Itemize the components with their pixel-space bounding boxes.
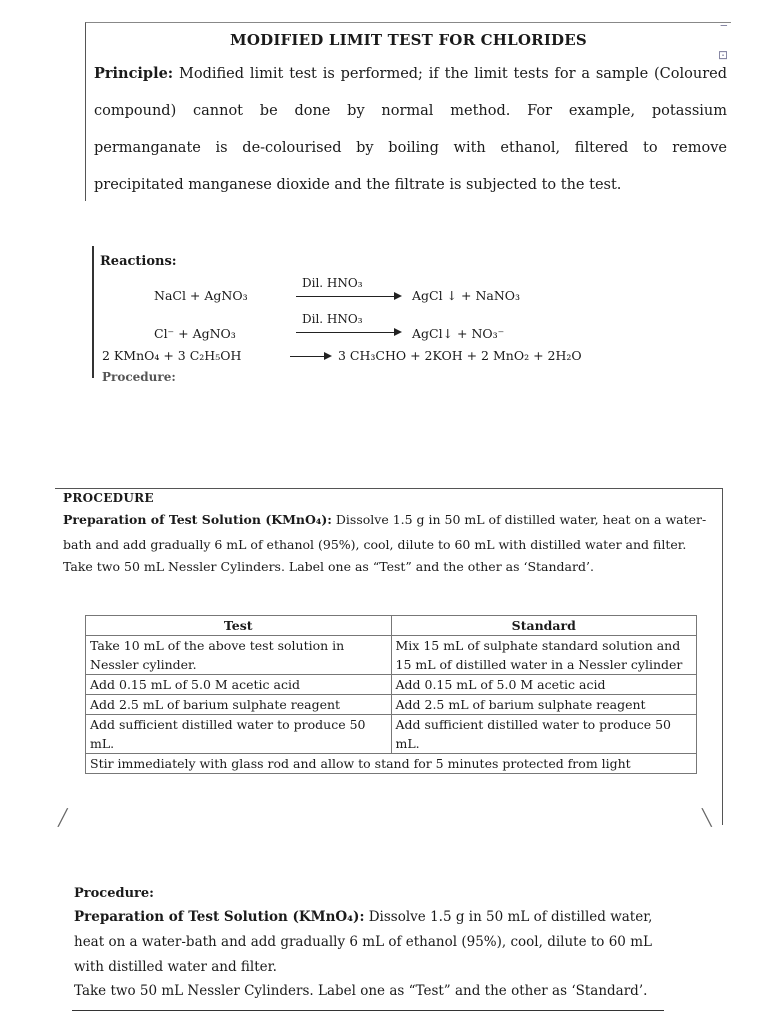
table-cell: Add 2.5 mL of barium sulphate reagent <box>86 695 392 715</box>
table-row <box>86 715 697 754</box>
reaction-1-products: AgCl ↓ + NaNO₃ <box>412 288 521 303</box>
table-cell: Take 10 mL of the above test solution in Nessler cylinder. <box>86 636 392 675</box>
column-header-test: Test <box>86 616 392 636</box>
table-cell: Add 0.15 mL of 5.0 M acetic acid <box>86 675 392 695</box>
cylinders-instruction: Take two 50 mL Nessler Cylinders. Label one as “Test” and the other as ‘Standard’. <box>63 559 594 574</box>
reaction-2-arrowhead <box>394 328 402 336</box>
principle-label: Principle: <box>94 65 174 82</box>
page-curl-left: ╱ <box>58 808 68 827</box>
prep-text: Dissolve 1.5 g in 50 mL of distilled water, heat on a water-bath and add gradually 6 mL of ethanol (95%), cool, dilute to 60 mL with distilled water and filter. <box>63 512 707 552</box>
reactions-heading: Reactions: <box>100 254 177 269</box>
prep-paragraph <box>63 507 712 557</box>
page-curl-right: ╲ <box>702 808 712 827</box>
reaction-2-products: AgCl↓ + NO₃⁻ <box>412 326 505 341</box>
reaction-1-reactants: NaCl + AgNO₃ <box>154 288 248 303</box>
table-header-row <box>86 616 697 636</box>
reaction-3-reactants: 2 KMnO₄ + 3 C₂H₅OH <box>102 348 242 363</box>
dash-icon[interactable]: ‒ <box>720 18 728 32</box>
page-title: MODIFIED LIMIT TEST FOR CHLORIDES <box>230 31 587 49</box>
reaction-1-arrow <box>296 296 394 297</box>
table-cell: Add sufficient distilled water to produce 50 mL. <box>391 715 697 754</box>
prep-paragraph-2 <box>74 905 672 980</box>
divider <box>72 1010 664 1011</box>
table-row <box>86 695 697 715</box>
reaction-3-products: 3 CH₃CHO + 2KOH + 2 MnO₂ + 2H₂O <box>338 348 582 363</box>
procedure-heading-2: Procedure: <box>74 886 154 901</box>
reaction-1-arrowhead <box>394 292 402 300</box>
procedure-heading: PROCEDURE <box>63 491 154 505</box>
reaction-1-condition: Dil. HNO₃ <box>302 276 363 290</box>
procedure-section-2 <box>72 886 672 1016</box>
prep-text-2: Dissolve 1.5 g in 50 mL of distilled water, heat on a water-bath and add gradually 6 mL of ethanol (95%), cool, dilute to 60 mL with distilled water and filter. <box>74 909 653 975</box>
procedure-table <box>85 615 697 774</box>
table-row <box>86 675 697 695</box>
reaction-3-arrowhead <box>324 352 332 360</box>
procedure-section <box>55 488 723 825</box>
principle-section <box>85 22 731 201</box>
column-header-standard: Standard <box>391 616 697 636</box>
table-row <box>86 754 697 774</box>
reaction-2-reactants: Cl⁻ + AgNO₃ <box>154 326 236 341</box>
reaction-3-arrow <box>290 356 324 357</box>
cutoff-heading: Procedure: <box>102 370 176 384</box>
table-row <box>86 636 697 675</box>
cylinders-instruction-2: Take two 50 mL Nessler Cylinders. Label one as “Test” and the other as ‘Standard’. <box>74 983 648 999</box>
table-cell: Add 0.15 mL of 5.0 M acetic acid <box>391 675 697 695</box>
reactions-section <box>92 246 694 384</box>
table-cell: Mix 15 mL of sulphate standard solution and 15 mL of distilled water in a Nessler cylinder <box>391 636 697 675</box>
reaction-2-condition: Dil. HNO₃ <box>302 312 363 326</box>
table-cell: Add 2.5 mL of barium sulphate reagent <box>391 695 697 715</box>
prep-label: Preparation of Test Solution (KMnO₄): <box>63 512 332 527</box>
prep-label-2: Preparation of Test Solution (KMnO₄): <box>74 909 365 925</box>
principle-paragraph <box>94 55 727 204</box>
table-cell: Add sufficient distilled water to produce 50 mL. <box>86 715 392 754</box>
reaction-2-arrow <box>296 332 394 333</box>
principle-text: Modified limit test is performed; if the limit tests for a sample (Coloured compound) cannot be done by normal method. For example, potassium permanganate is de-colourised by boiling with ethanol, filtered to remove precipitated manganese dioxide and the filtrate is subjected to the test. <box>94 66 727 193</box>
bookmark-icon[interactable]: ⊡ <box>718 48 729 62</box>
table-final-cell: Stir immediately with glass rod and allow to stand for 5 minutes protected from light <box>86 754 697 774</box>
